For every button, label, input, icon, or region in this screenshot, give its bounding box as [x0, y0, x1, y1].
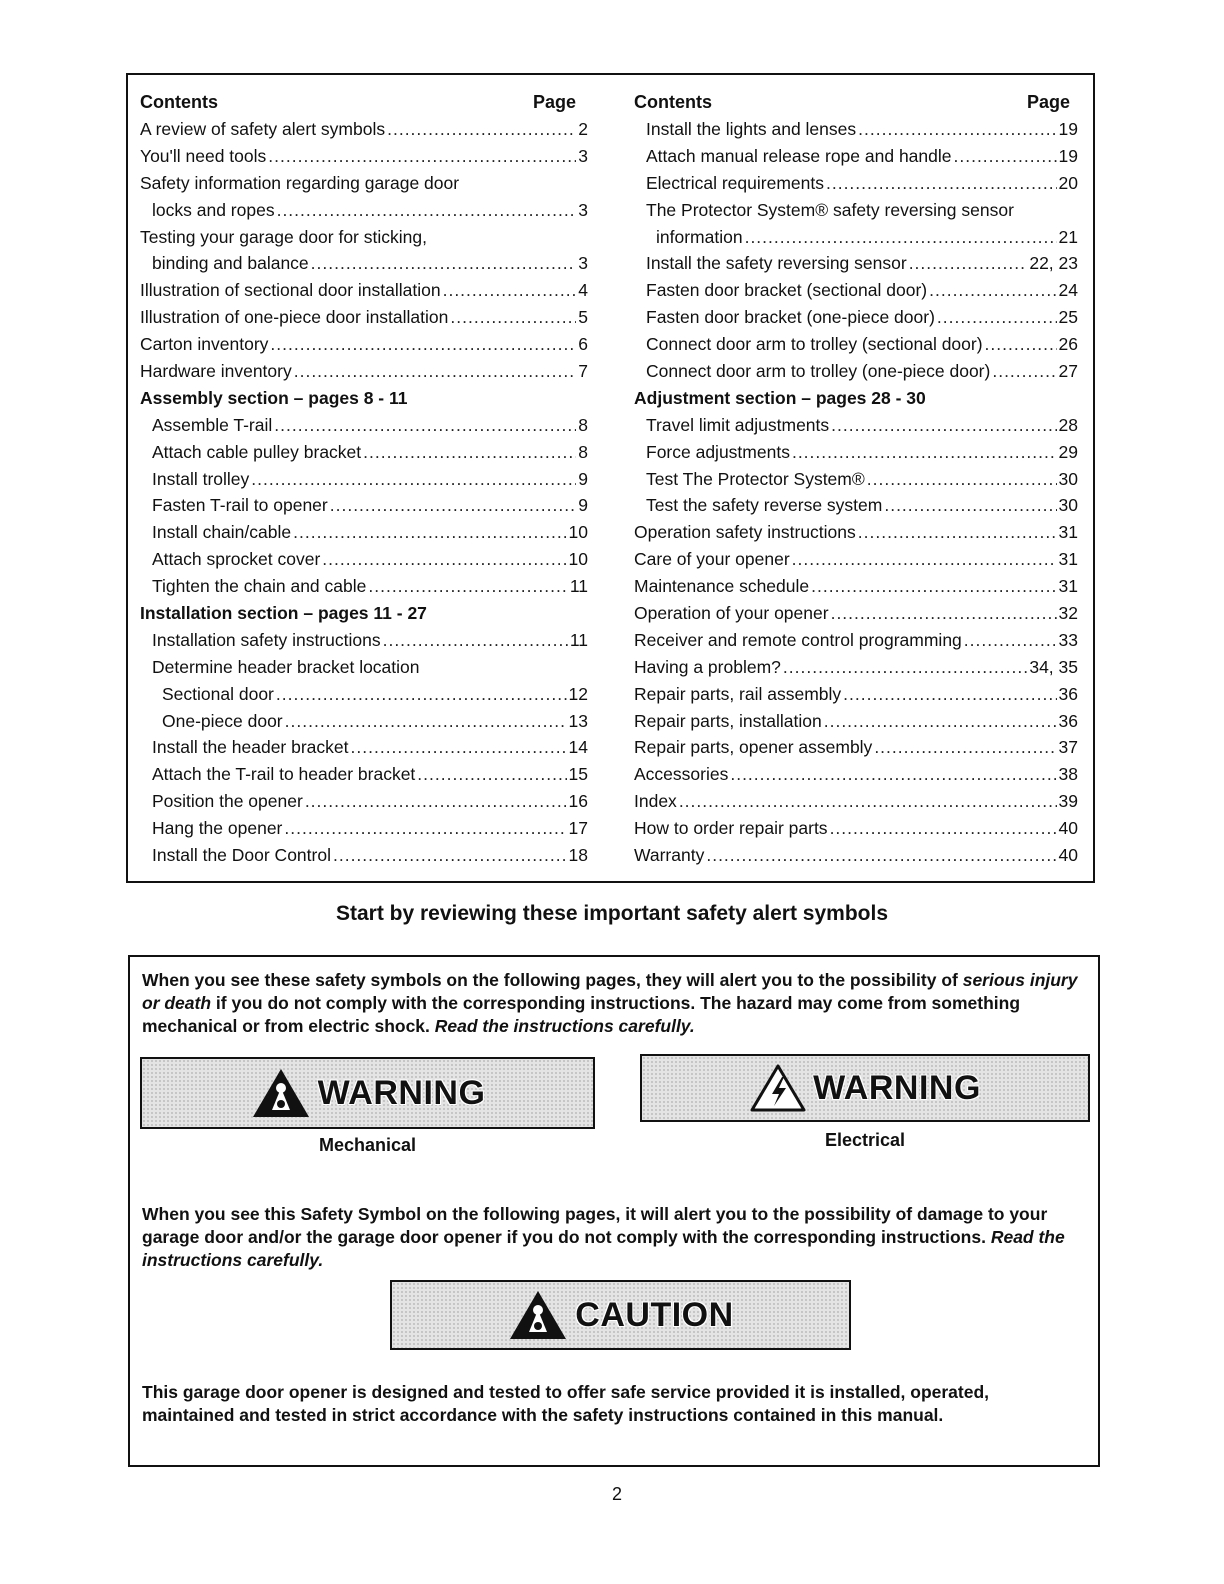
toc-entry-title: How to order repair parts	[634, 818, 828, 839]
toc-entry-title: Testing your garage door for sticking,	[140, 226, 427, 247]
toc-entry-page: 9	[578, 468, 588, 489]
toc-entry	[140, 842, 588, 869]
toc-right-lines	[634, 116, 1082, 869]
toc-entry	[140, 519, 588, 546]
toc-entry	[140, 788, 588, 815]
toc-entry	[634, 708, 1082, 735]
toc-entry	[634, 734, 1082, 761]
toc-entry-page: 27	[1058, 361, 1078, 382]
toc-entry	[140, 143, 588, 170]
toc-entry-page: 30	[1058, 495, 1078, 516]
toc-leader-dots	[293, 519, 566, 546]
toc-leader-dots	[270, 331, 576, 358]
toc-entry-page: 38	[1058, 764, 1078, 785]
toc-entry-page: 36	[1058, 710, 1078, 731]
toc-entry	[634, 143, 1082, 170]
page-number: 2	[611, 1484, 622, 1504]
toc-entry	[634, 412, 1082, 439]
toc-entry-title: Install the safety reversing sensor	[646, 253, 907, 274]
toc-leader-dots	[937, 304, 1057, 331]
toc-entry	[140, 600, 588, 627]
toc-leader-dots	[831, 412, 1056, 439]
toc-entry	[140, 412, 588, 439]
toc-entry	[634, 116, 1082, 143]
toc-leader-dots	[251, 466, 576, 493]
toc-entry-page: 5	[578, 307, 588, 328]
toc-entry-page: 26	[1058, 334, 1078, 355]
toc-entry-title: locks and ropes	[152, 199, 275, 220]
toc-entry-page: 11	[569, 576, 588, 597]
toc-entry-title: Having a problem?	[634, 656, 781, 677]
toc-left-column	[140, 89, 588, 869]
toc-entry-title: Carton inventory	[140, 334, 269, 355]
toc-entry-title: You'll need tools	[140, 145, 267, 166]
warning-electrical-sign	[640, 1054, 1090, 1122]
toc-entry-page: 37	[1058, 737, 1078, 758]
toc-leader-dots	[417, 761, 566, 788]
toc-entry-title: Fasten door bracket (sectional door)	[646, 280, 928, 301]
toc-leader-dots	[450, 304, 576, 331]
toc-entry-title: Attach sprocket cover	[152, 549, 321, 570]
toc-leader-dots	[387, 116, 576, 143]
toc-entry	[634, 224, 1082, 251]
toc-entry-title: Connect door arm to trolley (sectional door)	[646, 334, 983, 355]
toc-entry-page: 10	[568, 522, 588, 543]
toc-entry-title: Hang the opener	[152, 818, 283, 839]
caution-intro-text: When you see this Safety Symbol on the following pages, it will alert you to the possibility of damage to your garage door and/or the garage door opener if you do not comply with the corresponding instructions.	[142, 1204, 1048, 1247]
toc-entry-page: 9	[578, 495, 588, 516]
toc-entry-title: Repair parts, installation	[634, 710, 822, 731]
toc-entry-title: Operation safety instructions	[634, 522, 856, 543]
toc-entry	[140, 681, 588, 708]
toc-entry	[634, 277, 1082, 304]
toc-entry-title: Force adjustments	[646, 441, 790, 462]
warning-electrical-caption: Electrical	[824, 1130, 906, 1150]
toc-leader-dots	[826, 170, 1057, 197]
toc-entry-page: 29	[1058, 441, 1078, 462]
toc-entry	[140, 358, 588, 385]
toc-entry-page: 14	[568, 737, 588, 758]
caution-word: CAUTION	[575, 1295, 734, 1334]
toc-entry-title: Travel limit adjustments	[646, 414, 830, 435]
caution-read-carefully: Read the instructions carefully.	[142, 1227, 1065, 1270]
toc-entry	[634, 600, 1082, 627]
toc-entry-title: One-piece door	[162, 710, 283, 731]
toc-entry-title: Warranty	[634, 845, 705, 866]
toc-entry	[140, 492, 588, 519]
toc-entry	[140, 466, 588, 493]
toc-entry	[140, 761, 588, 788]
toc-entry-page: 40	[1058, 818, 1078, 839]
safety-section-title: Start by reviewing these important safety alert symbols	[335, 902, 888, 925]
toc-entry-page: 31	[1058, 576, 1078, 597]
toc-entry-page: 8	[578, 441, 588, 462]
toc-entry-page: 22, 23	[1029, 253, 1078, 274]
electrical-hazard-icon	[749, 1063, 807, 1113]
toc-leader-dots	[831, 600, 1057, 627]
caution-hazard-icon	[507, 1288, 569, 1342]
toc-entry-title: Sectional door	[162, 683, 274, 704]
toc-leader-dots	[811, 573, 1056, 600]
toc-entry-title: Fasten T-rail to opener	[152, 495, 328, 516]
toc-entry-title: Assembly section – pages 8 - 11	[140, 387, 408, 408]
toc-entry	[140, 815, 588, 842]
toc-leader-dots	[858, 116, 1056, 143]
toc-entry-title: Repair parts, opener assembly	[634, 737, 873, 758]
toc-entry-page: 32	[1058, 603, 1078, 624]
toc-entry-title: Accessories	[634, 764, 729, 785]
toc-leader-dots	[330, 492, 577, 519]
toc-leader-dots	[858, 519, 1057, 546]
toc-entry	[634, 304, 1082, 331]
toc-entry-title: Install the header bracket	[152, 737, 349, 758]
toc-entry-page: 15	[568, 764, 588, 785]
toc-entry-title: Attach cable pulley bracket	[152, 441, 362, 462]
toc-entry	[634, 170, 1082, 197]
toc-leader-dots	[305, 788, 567, 815]
toc-leader-dots	[268, 143, 576, 170]
toc-entry-page: 20	[1058, 172, 1078, 193]
toc-entry-page: 30	[1058, 468, 1078, 489]
toc-entry-title: Installation safety instructions	[152, 629, 381, 650]
toc-entry	[634, 331, 1082, 358]
toc-leader-dots	[874, 734, 1056, 761]
toc-leader-dots	[333, 842, 567, 869]
toc-entry-title: Install the lights and lenses	[646, 119, 857, 139]
toc-entry-title: Hardware inventory	[140, 361, 292, 382]
toc-leader-dots	[284, 815, 566, 842]
toc-entry-title: Care of your opener	[634, 549, 790, 570]
toc-entry-page: 6	[578, 334, 588, 355]
toc-entry	[140, 331, 588, 358]
toc-entry-title: information	[656, 226, 743, 247]
toc-leader-dots	[830, 815, 1057, 842]
toc-entry-page: 33	[1058, 629, 1078, 650]
toc-leader-dots	[368, 573, 567, 600]
safety-closing-paragraph: This garage door opener is designed and tested to offer safe service provided it is installed, operated, maintained and tested in strict accordance with the safety instructions contained in this manual.	[142, 1382, 990, 1425]
warning-mechanical-caption: Mechanical	[318, 1135, 417, 1155]
safety-symbols-box	[128, 955, 1100, 1467]
toc-entry-page: 18	[568, 845, 588, 866]
toc-entry-page: 31	[1058, 549, 1078, 570]
table-of-contents	[126, 73, 1095, 883]
toc-right-header	[634, 89, 1082, 116]
toc-entry-title: Operation of your opener	[634, 603, 829, 624]
toc-leader-dots	[792, 546, 1057, 573]
toc-entry-title: Tighten the chain and cable	[152, 576, 367, 597]
toc-contents-heading: Contents	[140, 92, 218, 112]
toc-entry	[634, 842, 1082, 869]
toc-entry-page: 2	[578, 119, 588, 139]
toc-leader-dots	[730, 761, 1056, 788]
caution-sign	[390, 1280, 851, 1350]
toc-entry	[634, 197, 1082, 224]
mechanical-hazard-icon	[250, 1066, 312, 1120]
toc-leader-dots	[929, 277, 1056, 304]
toc-entry	[140, 250, 588, 277]
toc-entry-title: Install trolley	[152, 468, 250, 489]
toc-leader-dots	[383, 627, 568, 654]
toc-entry	[140, 304, 588, 331]
safety-intro-emphasis: serious injury or death	[142, 970, 1078, 1013]
toc-entry-page: 31	[1058, 522, 1078, 543]
toc-leader-dots	[679, 788, 1057, 815]
safety-intro-read-carefully: Read the instructions carefully.	[434, 1016, 695, 1036]
toc-contents-heading: Contents	[634, 92, 712, 112]
toc-leader-dots	[277, 197, 577, 224]
toc-entry-title: Repair parts, rail assembly	[634, 683, 842, 704]
toc-entry	[634, 439, 1082, 466]
toc-entry	[634, 385, 1082, 412]
toc-entry-page: 7	[578, 361, 588, 382]
toc-entry-page: 3	[578, 199, 588, 220]
toc-entry-title: Adjustment section – pages 28 - 30	[634, 387, 926, 408]
toc-entry-title: Install the Door Control	[152, 845, 331, 866]
toc-entry	[634, 681, 1082, 708]
warning-word: WARNING	[317, 1073, 486, 1112]
toc-entry-title: Receiver and remote control programming	[634, 629, 962, 650]
toc-entry-page: 40	[1058, 845, 1078, 866]
toc-leader-dots	[985, 331, 1057, 358]
toc-entry	[140, 224, 588, 251]
toc-entry-page: 25	[1058, 307, 1078, 328]
toc-leader-dots	[745, 224, 1057, 251]
toc-leader-dots	[285, 708, 567, 735]
toc-entry-title: Electrical requirements	[646, 172, 824, 193]
toc-entry	[634, 250, 1082, 277]
toc-leader-dots	[276, 681, 567, 708]
toc-entry	[140, 734, 588, 761]
toc-leader-dots	[294, 358, 577, 385]
toc-entry-page: 34, 35	[1029, 656, 1078, 677]
toc-entry-title: Test The Protector System®	[646, 468, 865, 489]
toc-entry	[140, 439, 588, 466]
toc-entry	[634, 492, 1082, 519]
toc-leader-dots	[884, 492, 1056, 519]
toc-entry-title: Maintenance schedule	[634, 576, 810, 597]
toc-entry	[140, 546, 588, 573]
toc-entry	[140, 627, 588, 654]
toc-entry	[634, 546, 1082, 573]
toc-leader-dots	[992, 358, 1056, 385]
toc-entry-page: 19	[1058, 145, 1078, 166]
toc-entry-page: 21	[1058, 226, 1078, 247]
toc-leader-dots	[311, 250, 577, 277]
toc-entry-page: 36	[1058, 683, 1078, 704]
toc-entry	[634, 627, 1082, 654]
toc-page-heading: Page	[532, 92, 576, 112]
toc-entry-title: Index	[634, 791, 677, 812]
toc-entry	[140, 385, 588, 412]
toc-entry-title: Illustration of one-piece door installation	[140, 307, 449, 328]
toc-entry	[140, 277, 588, 304]
toc-entry-title: Assemble T-rail	[152, 414, 273, 435]
safety-intro-text: When you see these safety symbols on the following pages, they will alert you to the possibility of	[142, 970, 958, 990]
toc-entry	[634, 761, 1082, 788]
toc-entry-title: Illustration of sectional door installation	[140, 280, 441, 301]
toc-leader-dots	[322, 546, 566, 573]
toc-entry-page: 8	[578, 414, 588, 435]
toc-left-lines	[140, 116, 588, 869]
toc-leader-dots	[843, 681, 1056, 708]
toc-page-heading: Page	[1026, 92, 1070, 112]
toc-entry-title: Fasten door bracket (one-piece door)	[646, 307, 935, 328]
toc-entry-title: Installation section – pages 11 - 27	[140, 603, 427, 624]
toc-leader-dots	[706, 842, 1056, 869]
toc-leader-dots	[792, 439, 1057, 466]
caution-intro-paragraph	[142, 1203, 1082, 1272]
toc-entry	[140, 170, 588, 197]
toc-entry-title: Test the safety reverse system	[646, 495, 883, 516]
safety-intro-text-2: if you do not comply with the corresponding instructions. The hazard may come from something mechanical or from electric shock.	[142, 993, 1021, 1036]
warning-mechanical-sign	[140, 1057, 595, 1129]
warning-word: WARNING	[813, 1068, 981, 1107]
toc-entry-page: 17	[568, 818, 588, 839]
toc-entry-page: 16	[568, 791, 588, 812]
toc-entry	[634, 519, 1082, 546]
toc-entry-title: The Protector System® safety reversing sensor	[646, 199, 1014, 220]
toc-entry-page: 19	[1058, 119, 1078, 139]
toc-entry	[140, 116, 588, 143]
toc-entry-page: 3	[578, 145, 588, 166]
toc-entry-page: 12	[568, 683, 588, 704]
toc-entry	[634, 815, 1082, 842]
toc-leader-dots	[867, 466, 1057, 493]
toc-entry-title: Attach the T-rail to header bracket	[152, 764, 416, 785]
toc-leader-dots	[824, 708, 1057, 735]
toc-leader-dots	[783, 654, 1027, 681]
toc-entry-page: 13	[568, 710, 588, 731]
toc-entry-page: 10	[568, 549, 588, 570]
toc-entry-title: Install chain/cable	[152, 522, 292, 543]
toc-leader-dots	[964, 627, 1057, 654]
toc-entry-page: 4	[578, 280, 588, 301]
toc-entry	[140, 573, 588, 600]
toc-left-header	[140, 89, 588, 116]
toc-entry	[140, 197, 588, 224]
toc-entry	[634, 654, 1082, 681]
toc-entry-page: 28	[1058, 414, 1078, 435]
toc-leader-dots	[274, 412, 576, 439]
toc-entry-page: 11	[569, 629, 588, 650]
toc-entry-title: Connect door arm to trolley (one-piece door)	[646, 361, 991, 382]
toc-entry	[634, 358, 1082, 385]
toc-entry	[634, 466, 1082, 493]
toc-entry	[140, 654, 588, 681]
toc-entry-title: Determine header bracket location	[152, 656, 420, 677]
toc-entry	[634, 573, 1082, 600]
toc-entry	[634, 788, 1082, 815]
toc-entry-page: 3	[578, 253, 588, 274]
toc-leader-dots	[363, 439, 576, 466]
toc-entry-page: 39	[1058, 791, 1078, 812]
toc-leader-dots	[443, 277, 577, 304]
toc-entry-title: Attach manual release rope and handle	[646, 145, 952, 166]
toc-entry-page: 24	[1058, 280, 1078, 301]
toc-entry-title: Safety information regarding garage door	[140, 172, 460, 193]
toc-entry-title: binding and balance	[152, 253, 309, 274]
toc-entry-title: Position the opener	[152, 791, 303, 812]
toc-leader-dots	[954, 143, 1057, 170]
toc-leader-dots	[351, 734, 567, 761]
toc-entry	[140, 708, 588, 735]
toc-entry-title: A review of safety alert symbols	[140, 119, 386, 139]
toc-right-column	[634, 89, 1082, 869]
safety-intro-paragraph	[142, 969, 1082, 1038]
toc-leader-dots	[909, 250, 1028, 277]
